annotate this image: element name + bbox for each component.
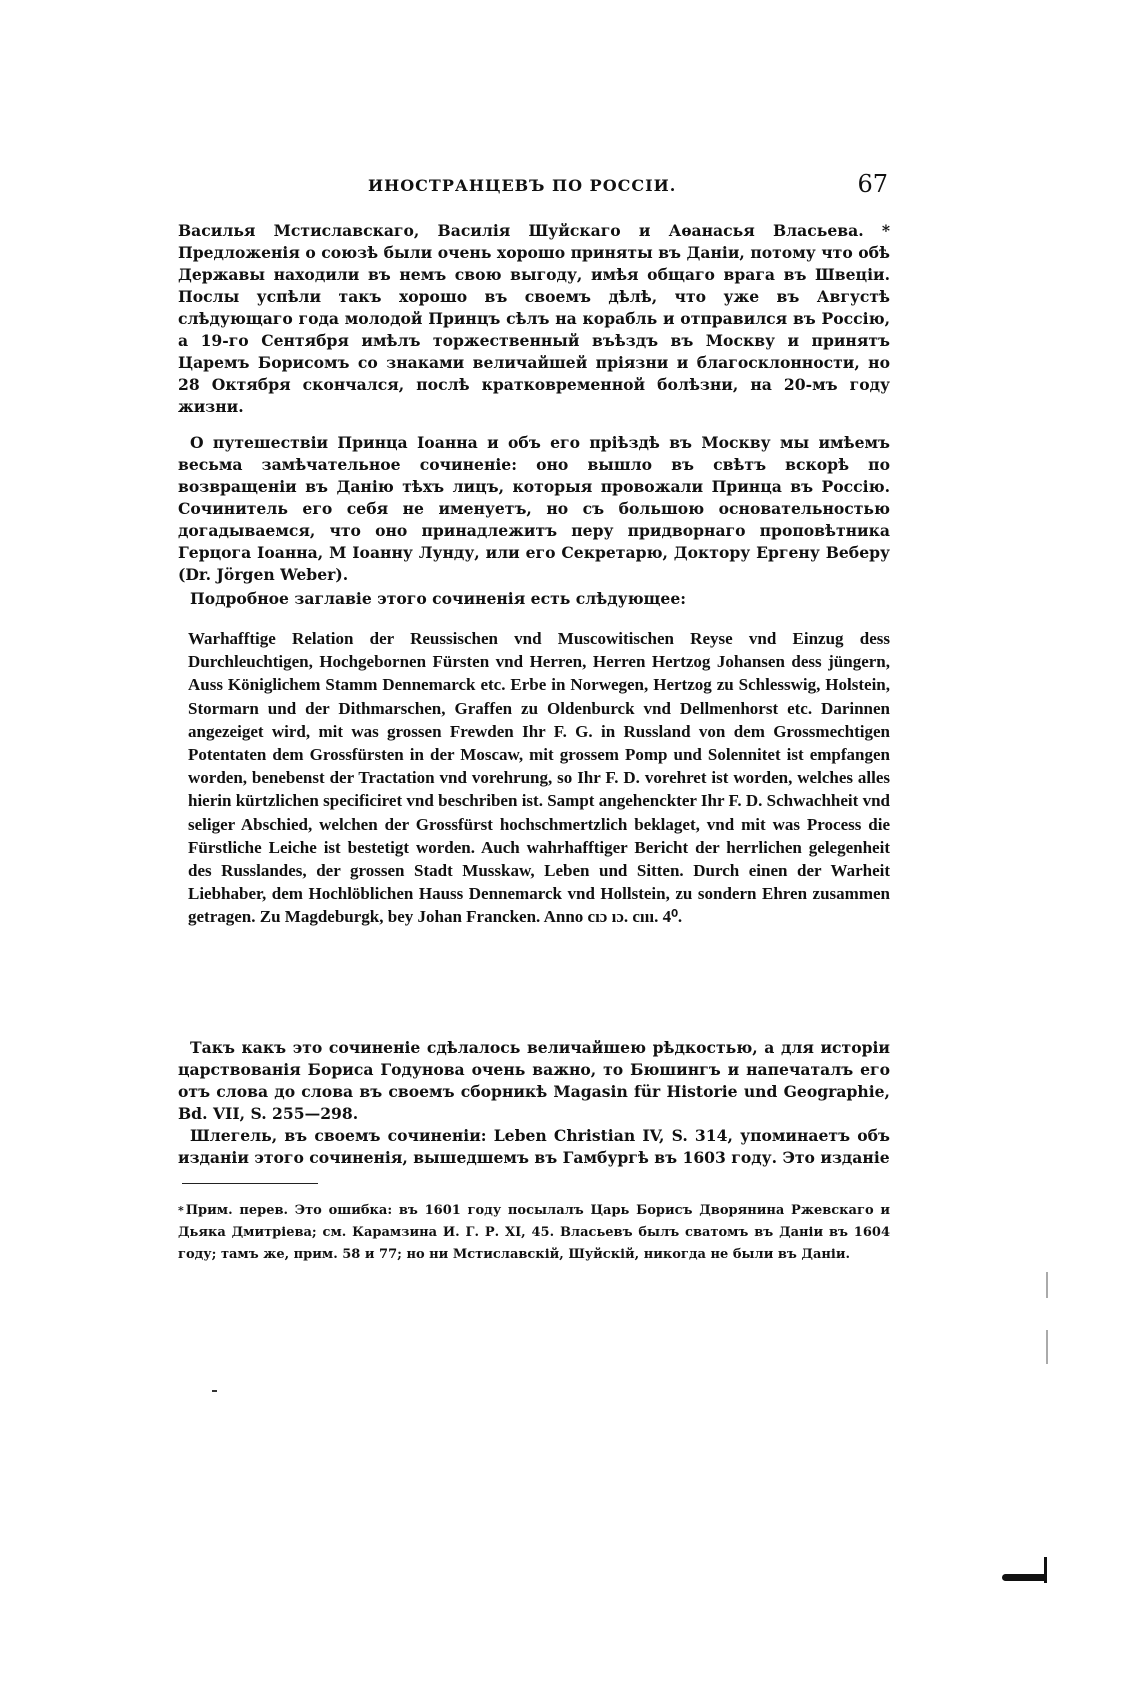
paragraph-1: Василья Мстиславскаго, Василія Шуйскаго и Аѳанасья Власьева. * Предложенія о союзѣ были очень хорошо приняты въ Даніи, потому что обѣ Державы находили въ немъ свою выгоду, имѣя общаго врага въ Швеціи. Послы успѣли такъ хорошо въ своемъ дѣлѣ, что уже въ Августѣ слѣдующаго года молодой Принцъ сѣлъ на корабль и отправился въ Россію, а 19-го Сентября имѣлъ торжественный въѣздъ въ Москву и принятъ Царемъ Борисомъ со знаками величайшей пріязни и благосклонности, но 28 Октября скончался, послѣ кратковременной болѣзни, на 20-мъ году жизни. — [178, 221, 890, 416]
paragraph-5: Шлегель, въ своемъ сочиненіи: Leben Christian IV, S. 314, упоминаетъ объ изданіи этого сочиненія, вышедшемъ въ Гамбургѣ въ 1603 году. Это изданіе — [178, 1126, 890, 1167]
footnote — [178, 1200, 890, 1266]
footnote-text: Прим. перев. Это ошибка: въ 1601 году посылалъ Царь Борисъ Дворянина Ржевскаго и Дьяка Дмитріева; см. Карамзина И. Г. Р. XI, 45. Власьевъ былъ сватомъ въ Даніи въ 1604 году; тамъ же, прим. 58 и 77; но ни Мстиславскій, Шуйскій, никогда не были въ Даніи. — [178, 1203, 890, 1262]
running-title: ИНОСТРАНЦЕВЪ ПО РОССІИ. — [368, 176, 677, 195]
margin-tick — [1044, 1557, 1047, 1583]
page-number: 67 — [857, 170, 888, 198]
paragraph-4: Такъ какъ это сочиненіе сдѣлалось величайшею рѣдкостью, а для исторіи царствованія Бориса Годунова очень важно, то Бюшингъ и напечаталъ его отъ слова до слова въ своемъ сборникѣ Magasin für Historie und Geographie, Bd. VII, S. 255—298. — [178, 1038, 890, 1123]
footnote-marker: * — [178, 1204, 184, 1217]
paragraph-2: О путешествіи Принца Іоанна и объ его пріѣздѣ въ Москву мы имѣемъ весьма замѣчательное сочиненіе: оно вышло въ свѣтъ вскорѣ по возвращеніи въ Данію тѣхъ лицъ, которыя провожали Принца въ Россію. Сочинитель его себя не именуетъ, но съ большою основательностью догадываемся, что оно принадлежитъ перу придворнаго проповѣтника Герцога Іоанна, М Іоанну Лунду, или его Секретарю, Доктору Ергену Веберу (Dr. Jörgen Weber). — [178, 433, 890, 584]
paragraph-3: Подробное заглавіе этого сочиненія есть слѣдующее: — [190, 589, 687, 608]
margin-line — [1046, 1330, 1048, 1364]
stray-mark — [212, 1390, 217, 1392]
margin-line — [1046, 1272, 1048, 1298]
quoted-title-block: Warhafftige Relation der Reussischen vnd Muscowitischen Reyse vnd Einzug dess Durchleuchtigen, Hochgebornen Fürsten vnd Herren, Herren Hertzog Johansen dess jüngern, Auss Königlichem Stamm Dennemarck etc. Erbe in Norwegen, Hertzog zu Schlesswig, Holstein, Stormarn und der Dithmarschen, Graffen zu Oldenburck vnd Dellmenhorst etc. Darinnen angezeiget wird, mit was grossen Frewden Ihr F. G. in Russland von dem Grossmechtigen Potentaten dem Grossfürsten in der Moscaw, mit grossem Pomp und Solennitet ist empfangen worden, benebenst der Tractation vnd vorehrung, so Ihr F. D. vorehret ist worden, welches alles hierin kürtzlichen specificiret vnd beschriben ist. Sampt angehenckter Ihr F. D. Schwachheit vnd seliger Abschied, welchen der Grossfürst hochschmertzlich beklaget, vnd mit was Process die Fürstliche Leiche ist bestetigt worden. Auch wahrhafftiger Bericht der herrlichen gelegenheit des Russlandes, der grossen Stadt Musskaw, Leben und Sitten. Durch einen der Warheit Liebhaber, dem Hochlöblichen Hauss Dennemarck vnd Hollstein, zu sondern Ehren zusammen getragen. Zu Magdeburgk, bey Johan Francken. Anno cıɔ ıɔ. cııı. 4⁰. — [188, 629, 890, 927]
running-head — [178, 172, 890, 202]
footnote-rule — [182, 1183, 318, 1184]
margin-smudge — [1002, 1574, 1046, 1581]
